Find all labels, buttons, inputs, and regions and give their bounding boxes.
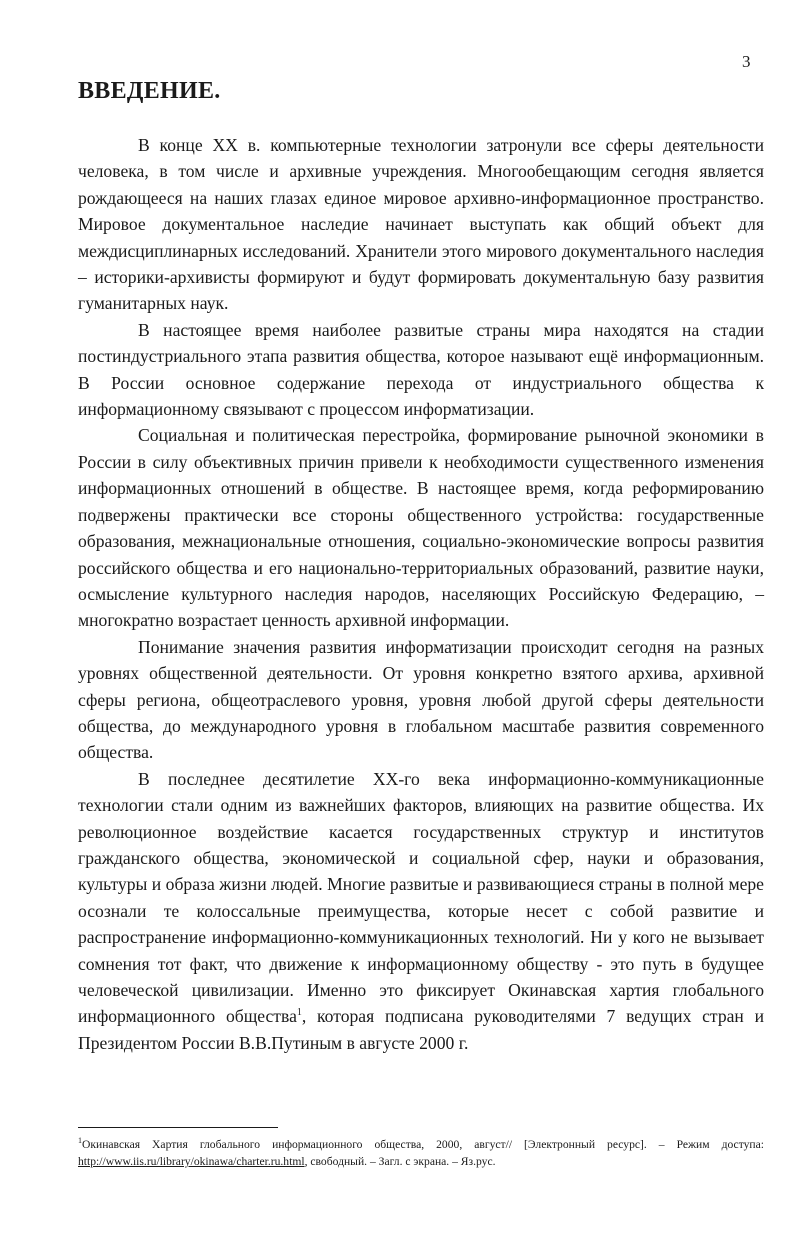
paragraph-1: В конце XX в. компьютерные технологии затронули все сферы деятельности человека, в том числе и архивные учреждения. Многообещающим сегодня является рождающееся на наших глазах единое мировое архивно-информационное пространство. Мировое документальное наследие начинает выступать как общий объект для междисциплинарных исследований. Хранители этого мирового документального наследия – историки-архивисты формируют и будут формировать документальную базу развития гуманитарных наук. [78,135,764,314]
footnote [78,1136,764,1170]
footnote-text-end: , свободный. – Загл. с экрана. – Яз.рус. [304,1155,496,1168]
footnote-marker: 1 [78,1136,82,1146]
page-title: ВВЕДЕНИЕ. [78,78,221,104]
paragraph-5-text-start: В последнее десятилетие XX-го века информационно-коммуникационные технологии стали одним из важнейших факторов, влияющих на развитие общества. Их революционное воздействие касается государственных структур и институтов гражданского общества, экономической и социальной сфер, науки и образования, культуры и образа жизни людей. Многие развитые и развивающиеся страны в полной мере осознали те колоссальные преимущества, которые несет с собой развитие и распространение информационно-коммуникационных технологий. Ни у кого не вызывает сомнения тот факт, что движение к информационному обществу - это путь в будущее человеческой цивилизации. Именно это фиксирует Окинавская хартия глобального информационного общества [78,768,764,1027]
paragraph-3: Социальная и политическая перестройка, формирование рыночной экономики в России в силу объективных причин привели к необходимости существенного изменения информационных отношений в обществе. В настоящее время, когда реформированию подвержены практически все стороны общественного устройства: государственные образования, межнациональные отношения, социально-экономические вопросы развития российского общества и его национально-территориальных образований, развитие науки, осмысление культурного наследия народов, населяющих Российскую Федерацию, – многократно возрастает ценность архивной информации. [78,425,764,631]
paragraph-4: Понимание значения развития информатизации происходит сегодня на разных уровнях общественной деятельности. От уровня конкретно взятого архива, архивной сферы региона, общеотраслевого уровня, уровня любой другой сферы деятельности общества, до международного уровня в глобальном масштабе развития современного общества. [78,636,764,763]
footnote-link[interactable]: http://www.iis.ru/library/okinawa/charter.ru.html [78,1155,305,1168]
body-text [78,132,764,1056]
footnote-divider [78,1127,278,1128]
page-number: 3 [742,52,751,71]
paragraph-5-text-end: , которая подписана руководителями 7 ведущих стран и Президентом России В.В.Путиным в августе 2000 г. [78,1006,764,1053]
paragraph-5 [78,766,764,1056]
footnote-reference[interactable]: 1 [296,1007,302,1019]
footnote-text-start: Окинавская Хартия глобального информационного общества, 2000, август// [Электронный ресурс]. – Режим доступа: [82,1138,764,1151]
paragraph-2: В настоящее время наиболее развитые страны мира находятся на стадии постиндустриального этапа развития общества, которое называют ещё информационным. В России основное содержание перехода от индустриального общества к информационному связывают с процессом информатизации. [78,319,764,420]
